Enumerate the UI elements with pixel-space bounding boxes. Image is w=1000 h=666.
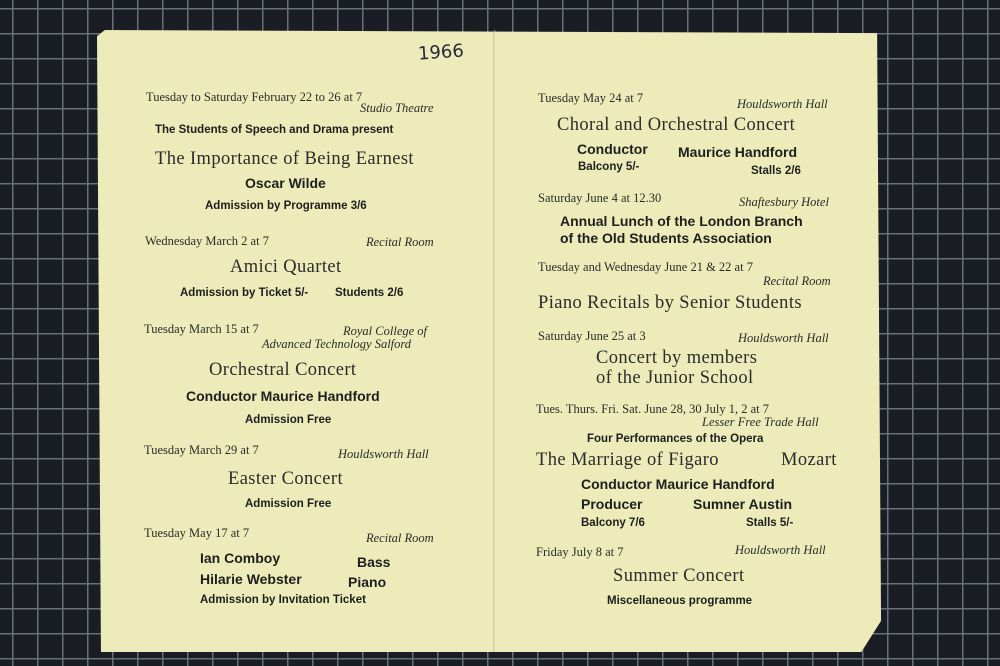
stalls-price: Stalls 2/6 (751, 165, 801, 177)
event-venue: Recital Room (763, 274, 831, 288)
event-conductor: Conductor Maurice Handford (581, 476, 775, 492)
balcony-price: Balcony 7/6 (581, 517, 645, 529)
event-date: Tuesday to Saturday February 22 to 26 at 7 (146, 90, 363, 104)
event-line: Annual Lunch of the London Branch (560, 213, 803, 229)
performer-name: Hilarie Webster (200, 571, 302, 587)
event-date: Tuesday March 15 at 7 (144, 322, 259, 336)
event-venue: Houldsworth Hall (737, 97, 828, 111)
event-title: Piano Recitals by Senior Students (538, 293, 802, 313)
event-title: Easter Concert (228, 469, 344, 489)
event-date: Wednesday March 2 at 7 (145, 234, 269, 248)
handwritten-year: 1966 (417, 40, 465, 65)
event-venue: Houldsworth Hall (738, 331, 829, 345)
event-line: of the Junior School (596, 368, 754, 388)
event-title: Choral and Orchestral Concert (557, 115, 796, 135)
event-author: Oscar Wilde (245, 175, 326, 191)
event-date: Tues. Thurs. Fri. Sat. June 28, 30 July 1, 2 at 7 (536, 402, 770, 416)
event-title: Summer Concert (613, 566, 745, 586)
event-venue: Houldsworth Hall (735, 543, 826, 557)
stalls-price: Stalls 5/- (746, 517, 794, 529)
event-venue: Recital Room (366, 531, 434, 545)
event-conductor: Maurice Handford (678, 144, 798, 160)
event-venue: Studio Theatre (360, 101, 434, 115)
event-date: Tuesday May 17 at 7 (144, 526, 250, 540)
event-date: Tuesday March 29 at 7 (144, 443, 259, 457)
event-line: Concert by members (596, 348, 758, 368)
event-admission: Admission by Programme 3/6 (205, 200, 367, 212)
event-date: Saturday June 25 at 3 (538, 329, 646, 343)
event-date: Saturday June 4 at 12.30 (538, 191, 662, 205)
event-title: Orchestral Concert (209, 360, 357, 380)
event-producer: Sumner Austin (693, 496, 793, 512)
event-venue: Royal College of (343, 324, 428, 338)
balcony-price: Balcony 5/- (578, 161, 640, 173)
event-producer-label: Producer (581, 496, 643, 512)
event-admission: Admission Free (245, 498, 332, 510)
performer-role: Bass (357, 554, 391, 570)
performer-role: Piano (348, 574, 387, 590)
event-venue: Houldsworth Hall (338, 447, 429, 461)
event-admission: Admission Free (245, 414, 332, 426)
event-venue: Shaftesbury Hotel (739, 195, 829, 209)
event-admission: Admission by Ticket 5/- (180, 287, 309, 299)
event-conductor: Conductor Maurice Handford (186, 388, 380, 404)
event-composer: Mozart (781, 450, 837, 470)
page-fold (493, 30, 496, 652)
performer-name: Ian Comboy (200, 550, 281, 566)
event-title: The Marriage of Figaro (536, 450, 719, 470)
event-title: The Importance of Being Earnest (155, 149, 414, 169)
event-date: Tuesday and Wednesday June 21 & 22 at 7 (538, 260, 753, 274)
event-title: Amici Quartet (230, 257, 342, 277)
event-date: Tuesday May 24 at 7 (538, 91, 644, 105)
event-venue: Advanced Technology Salford (262, 337, 412, 351)
event-admission: Admission by Invitation Ticket (200, 594, 366, 606)
event-presenter: The Students of Speech and Drama present (155, 124, 394, 136)
event-venue: Lesser Free Trade Hall (702, 415, 819, 429)
event-intro: Four Performances of the Opera (587, 433, 764, 445)
event-venue: Recital Room (366, 235, 434, 249)
event-line: of the Old Students Association (560, 230, 772, 246)
event-students-price: Students 2/6 (335, 287, 404, 299)
event-conductor-label: Conductor (577, 141, 648, 157)
event-note: Miscellaneous programme (607, 595, 753, 607)
event-date: Friday July 8 at 7 (536, 545, 624, 559)
